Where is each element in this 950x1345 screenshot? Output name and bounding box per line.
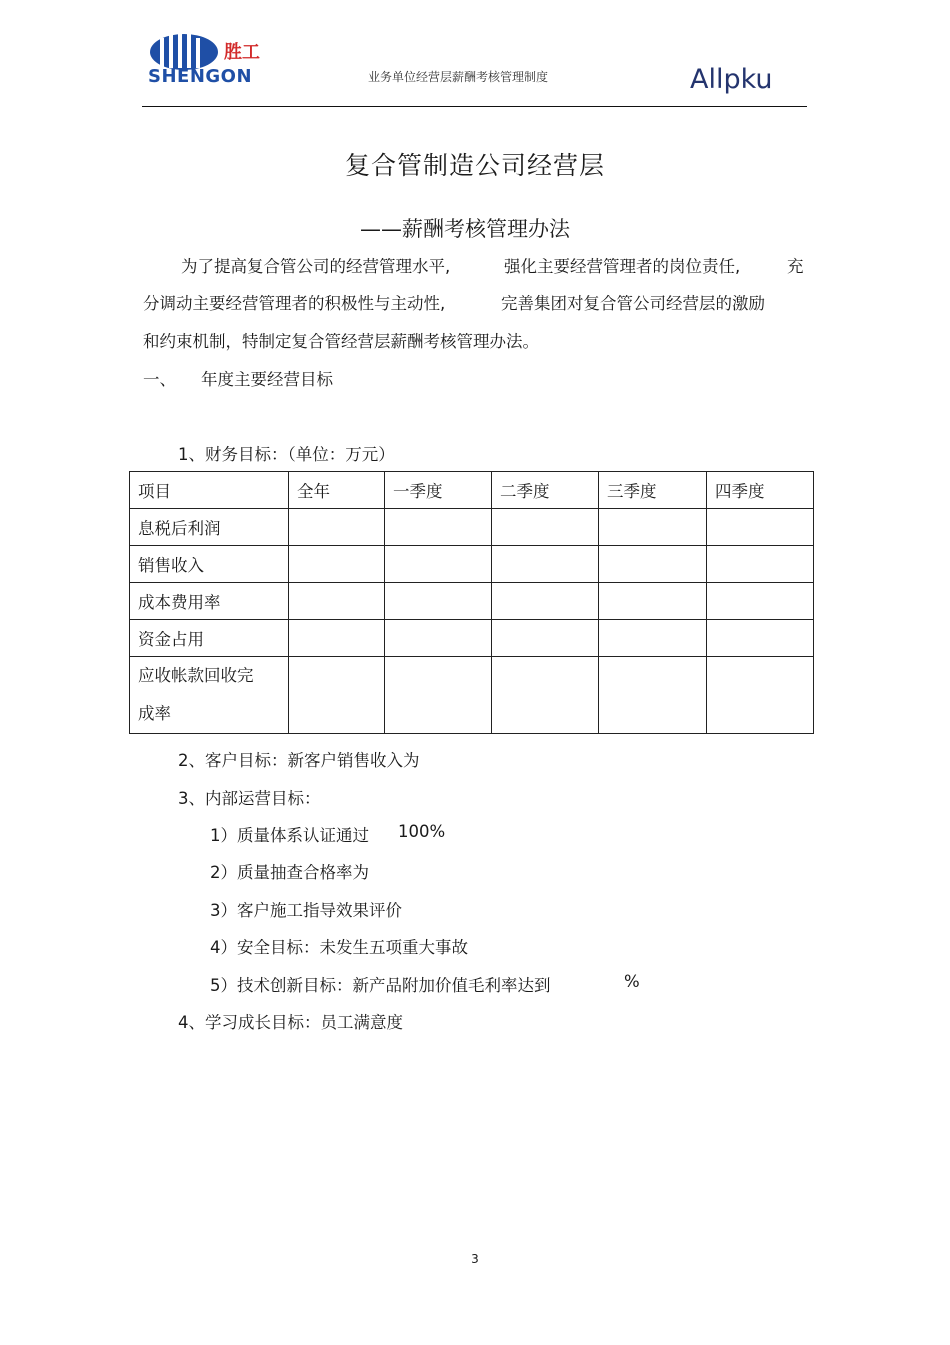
internal-item-4: 4）安全目标：未发生五项重大事故 <box>210 938 468 957</box>
table-cell <box>492 657 599 734</box>
intro-line-2-part-b: 完善集团对复合管公司经营层的激励 <box>501 294 765 313</box>
table-cell <box>707 620 814 657</box>
table-cell <box>385 546 492 583</box>
shengon-logo <box>146 30 281 90</box>
internal-item-1-value: 100% <box>398 822 446 841</box>
shengon-logo-mark <box>146 30 281 90</box>
column-header: 一季度 <box>385 472 492 509</box>
column-header: 二季度 <box>492 472 599 509</box>
table-cell <box>707 546 814 583</box>
table-cell <box>492 620 599 657</box>
row-label: 成本费用率 <box>130 583 289 620</box>
allpku-logo <box>690 60 805 96</box>
row-label-line-1: 应收帐款回收完 <box>138 666 254 685</box>
column-header: 三季度 <box>599 472 707 509</box>
logo-left-cn: 胜工 <box>224 42 260 63</box>
document-title: 复合管制造公司经营层 <box>344 151 605 180</box>
table-cell <box>385 620 492 657</box>
document-subtitle: ——薪酬考核管理办法 <box>360 217 570 241</box>
intro-line-1-part-a: 为了提高复合管公司的经营管理水平, <box>181 257 451 276</box>
internal-item-3: 3）客户施工指导效果评价 <box>210 901 402 920</box>
allpku-logo-text: Allpku <box>690 64 773 95</box>
table-cell <box>289 657 385 734</box>
internal-item-1: 1）质量体系认证通过 <box>210 826 369 845</box>
intro-line-1-part-b: 强化主要经营管理者的岗位责任, <box>504 257 741 276</box>
table-row <box>130 583 814 620</box>
header-title: 业务单位经营层薪酬考核管理制度 <box>368 70 549 84</box>
internal-item-5: 5）技术创新目标：新产品附加价值毛利率达到 <box>210 976 551 995</box>
intro-line-2 <box>0 290 950 314</box>
internal-goal-heading: 3、内部运营目标： <box>178 789 321 808</box>
table-cell <box>599 583 707 620</box>
column-header: 项目 <box>130 472 289 509</box>
table-cell <box>385 657 492 734</box>
table-cell <box>289 583 385 620</box>
row-label: 销售收入 <box>130 546 289 583</box>
table-cell <box>599 620 707 657</box>
logo-left-en: SHENGON <box>148 66 253 87</box>
page-number: 3 <box>471 1252 479 1266</box>
row-label <box>130 657 289 734</box>
table-cell <box>599 546 707 583</box>
table-cell <box>289 620 385 657</box>
column-header: 全年 <box>289 472 385 509</box>
table-cell <box>599 657 707 734</box>
table-row <box>130 657 814 734</box>
table-row <box>130 620 814 657</box>
row-label: 资金占用 <box>130 620 289 657</box>
table-cell <box>492 583 599 620</box>
row-label-line-2: 成率 <box>138 704 171 723</box>
table-cell <box>289 546 385 583</box>
financial-heading: 1、财务目标：（单位：万元） <box>178 445 395 464</box>
learning-goal: 4、学习成长目标：员工满意度 <box>178 1013 403 1032</box>
column-header: 四季度 <box>707 472 814 509</box>
table-cell <box>599 509 707 546</box>
table-cell <box>289 509 385 546</box>
table-cell <box>385 583 492 620</box>
internal-item-2: 2）质量抽查合格率为 <box>210 863 369 882</box>
table-cell <box>492 509 599 546</box>
table-cell <box>492 546 599 583</box>
intro-line-1 <box>0 253 950 277</box>
table-cell <box>385 509 492 546</box>
table-row <box>130 509 814 546</box>
row-label: 息税后利润 <box>130 509 289 546</box>
intro-line-2-part-a: 分调动主要经营管理者的积极性与主动性, <box>143 294 446 313</box>
table-cell <box>707 509 814 546</box>
intro-line-3: 和约束机制，特制定复合管经营层薪酬考核管理办法。 <box>143 332 539 351</box>
table-cell <box>707 583 814 620</box>
intro-line-1-part-c: 充 <box>787 257 804 276</box>
section-1-title: 年度主要经营目标 <box>201 370 333 389</box>
table-row <box>130 546 814 583</box>
table-cell <box>707 657 814 734</box>
table-header-row <box>130 472 814 509</box>
header-divider <box>142 106 807 107</box>
customer-goal: 2、客户目标：新客户销售收入为 <box>178 751 420 770</box>
financial-goals-table <box>129 471 814 734</box>
internal-item-5-value: % <box>624 972 640 991</box>
section-1-number: 一、 <box>143 370 176 389</box>
